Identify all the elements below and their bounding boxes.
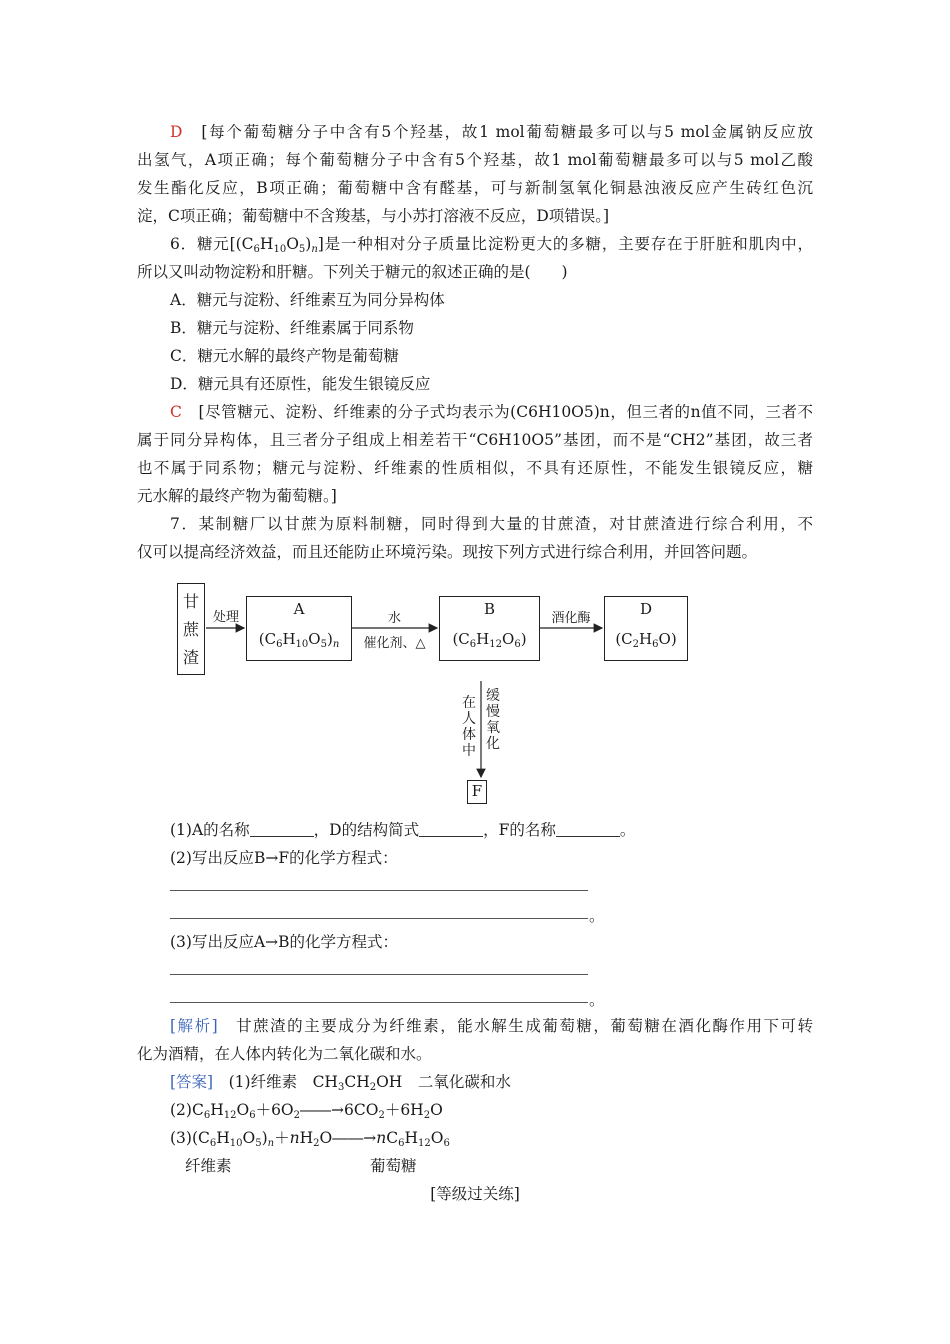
box-f xyxy=(467,780,487,804)
box-d-label: D xyxy=(639,600,653,618)
q6-stem-line-1: 6．糖元$[(C_6H_{10}O_5)_n]$是一种相对分子质量比淀粉更大的多糖，主要存在于肝脏和肌肉中， xyxy=(170,235,813,255)
answer-line-1: [答案] (1)纤维素 $CH_3CH_2OH$ 二氧化碳和水 xyxy=(170,1073,511,1093)
answer-line-2: $(2)C_6H_{12}O_6+6O_2――\to 6CO_2+6H_2O$ xyxy=(170,1101,443,1121)
q6-option-b: B．糖元与淀粉、纤维素属于同系物 xyxy=(170,319,414,337)
q5-explanation-line-2: 出氢气，A项正确；每个葡萄糖分子中含有5个羟基，故1 mol葡萄糖最多可以与5 mol乙酸 xyxy=(137,151,813,169)
q6-answer-letter: C xyxy=(170,403,182,421)
analysis-line-2: 化为酒精，在人体内转化为二氧化碳和水。 xyxy=(137,1045,432,1063)
box-a-formula: $(C_6H_{10}O_5)_n$ xyxy=(258,630,340,650)
q6-option-d: D．糖元具有还原性，能发生银镜反应 xyxy=(170,375,431,393)
q6-stem-line-2: 所以又叫动物淀粉和肝糖。下列关于糖元的叙述正确的是( ) xyxy=(137,263,568,281)
answer-tag: [答案] xyxy=(170,1073,214,1091)
period-1: 。 xyxy=(589,907,605,925)
bagasse-box xyxy=(177,583,205,675)
arrow-hydrolysis-top-label: 水 xyxy=(387,611,401,626)
q6-explanation-line-4: 元水解的最终产物为葡萄糖。] xyxy=(137,487,337,505)
label-in-body-1: 在 xyxy=(462,695,476,711)
box-a-label: A xyxy=(293,600,305,618)
section-heading: [等级过关练] xyxy=(430,1185,520,1203)
q5-explanation-line-3: 发生酯化反应，B项正确；葡萄糖中含有醛基，可与新制氢氧化铜悬浊液反应产生砖红色沉 xyxy=(137,179,813,197)
arrow-fermentation-label: 酒化酶 xyxy=(551,611,591,626)
answer-line-b-f-2[interactable] xyxy=(170,918,588,919)
box-b xyxy=(439,596,540,661)
label-in-body-2: 人 xyxy=(462,711,476,727)
analysis-tag: [解析] xyxy=(170,1017,218,1035)
label-cellulose: 纤维素 xyxy=(185,1157,232,1175)
answer-line-a-b-2[interactable] xyxy=(170,1002,588,1003)
q6-option-a: A．糖元与淀粉、纤维素互为同分异构体 xyxy=(170,291,445,309)
answer-line-a-b-1[interactable] xyxy=(170,974,588,975)
label-slow-oxidation-3: 氧 xyxy=(486,720,500,736)
analysis-line-1: [解析] 甘蔗渣的主要成分为纤维素，能水解生成葡萄糖，葡萄糖在酒化酶作用下可转 xyxy=(170,1017,813,1035)
q6-explanation-line-3: 也不属于同系物；糖元与淀粉、纤维素的性质相似，不具有还原性，不能发生银镜反应，糖 xyxy=(137,459,813,477)
q6-explanation-line-2: 属于同分异构体，且三者分子组成上相差若干“C6H10O5”基团，而不是“CH2”基团，故三者 xyxy=(137,431,813,449)
bagasse-char-3: 渣 xyxy=(183,648,200,667)
blank-d-structure[interactable] xyxy=(419,820,483,837)
label-slow-oxidation-4: 化 xyxy=(486,736,500,752)
box-a xyxy=(246,596,352,661)
q5-explanation-line-1: D [每个葡萄糖分子中含有5个羟基，故1 mol葡萄糖最多可以与5 mol金属钠反应放 xyxy=(170,123,813,141)
box-b-formula: $(C_6H_{12}O_6)$ xyxy=(452,630,527,650)
box-f-label: F xyxy=(471,782,483,800)
box-d-formula: $(C_2H_6O)$ xyxy=(615,630,677,650)
period-2: 。 xyxy=(589,991,605,1009)
label-slow-oxidation-2: 慢 xyxy=(486,704,500,720)
q7-sub2: (2)写出反应B→F的化学方程式： xyxy=(170,849,398,867)
q6-explanation-line-1: C [尽管糖元、淀粉、纤维素的分子式均表示为(C6H10O5)n，但三者的n值不同，三者不 xyxy=(170,403,813,421)
bagasse-char-1: 甘 xyxy=(183,592,200,611)
q5-explanation-line-4: 淀，C项正确；葡萄糖中不含羧基，与小苏打溶液不反应，D项错误。] xyxy=(137,207,610,225)
q7-stem-line-2: 仅可以提高经济效益，而且还能防止环境污染。现按下列方式进行综合利用，并回答问题。 xyxy=(137,543,758,561)
box-d xyxy=(604,596,688,661)
q7-sub1: (1)A的名称 ，D的结构简式 ，F的名称 。 xyxy=(170,821,636,839)
q6-option-c: C．糖元水解的最终产物是葡萄糖 xyxy=(170,347,399,365)
answer-line-b-f-1[interactable] xyxy=(170,890,588,891)
q5-answer-letter: D xyxy=(170,123,183,141)
arrow-hydrolysis-bottom-label: 催化剂、△ xyxy=(363,636,426,651)
label-in-body-4: 中 xyxy=(462,743,476,759)
label-slow-oxidation-1: 缓 xyxy=(486,688,500,704)
answer-line-3: $(3)(C_6H_{10}O_5)_n+nH_2O――\to nC_6H_{12}O_6$ xyxy=(170,1129,450,1149)
box-b-label: B xyxy=(483,600,496,618)
q7-stem-line-1: 7．某制糖厂以甘蔗为原料制糖，同时得到大量的甘蔗渣，对甘蔗渣进行综合利用，不 xyxy=(170,515,813,533)
q7-sub3: (3)写出反应A→B的化学方程式： xyxy=(170,933,399,951)
blank-f-name[interactable] xyxy=(556,820,620,837)
blank-a-name[interactable] xyxy=(250,820,314,837)
label-glucose: 葡萄糖 xyxy=(370,1157,417,1175)
bagasse-char-2: 蔗 xyxy=(183,620,200,639)
arrow-process-label: 处理 xyxy=(212,610,239,625)
label-in-body-3: 体 xyxy=(462,727,476,743)
